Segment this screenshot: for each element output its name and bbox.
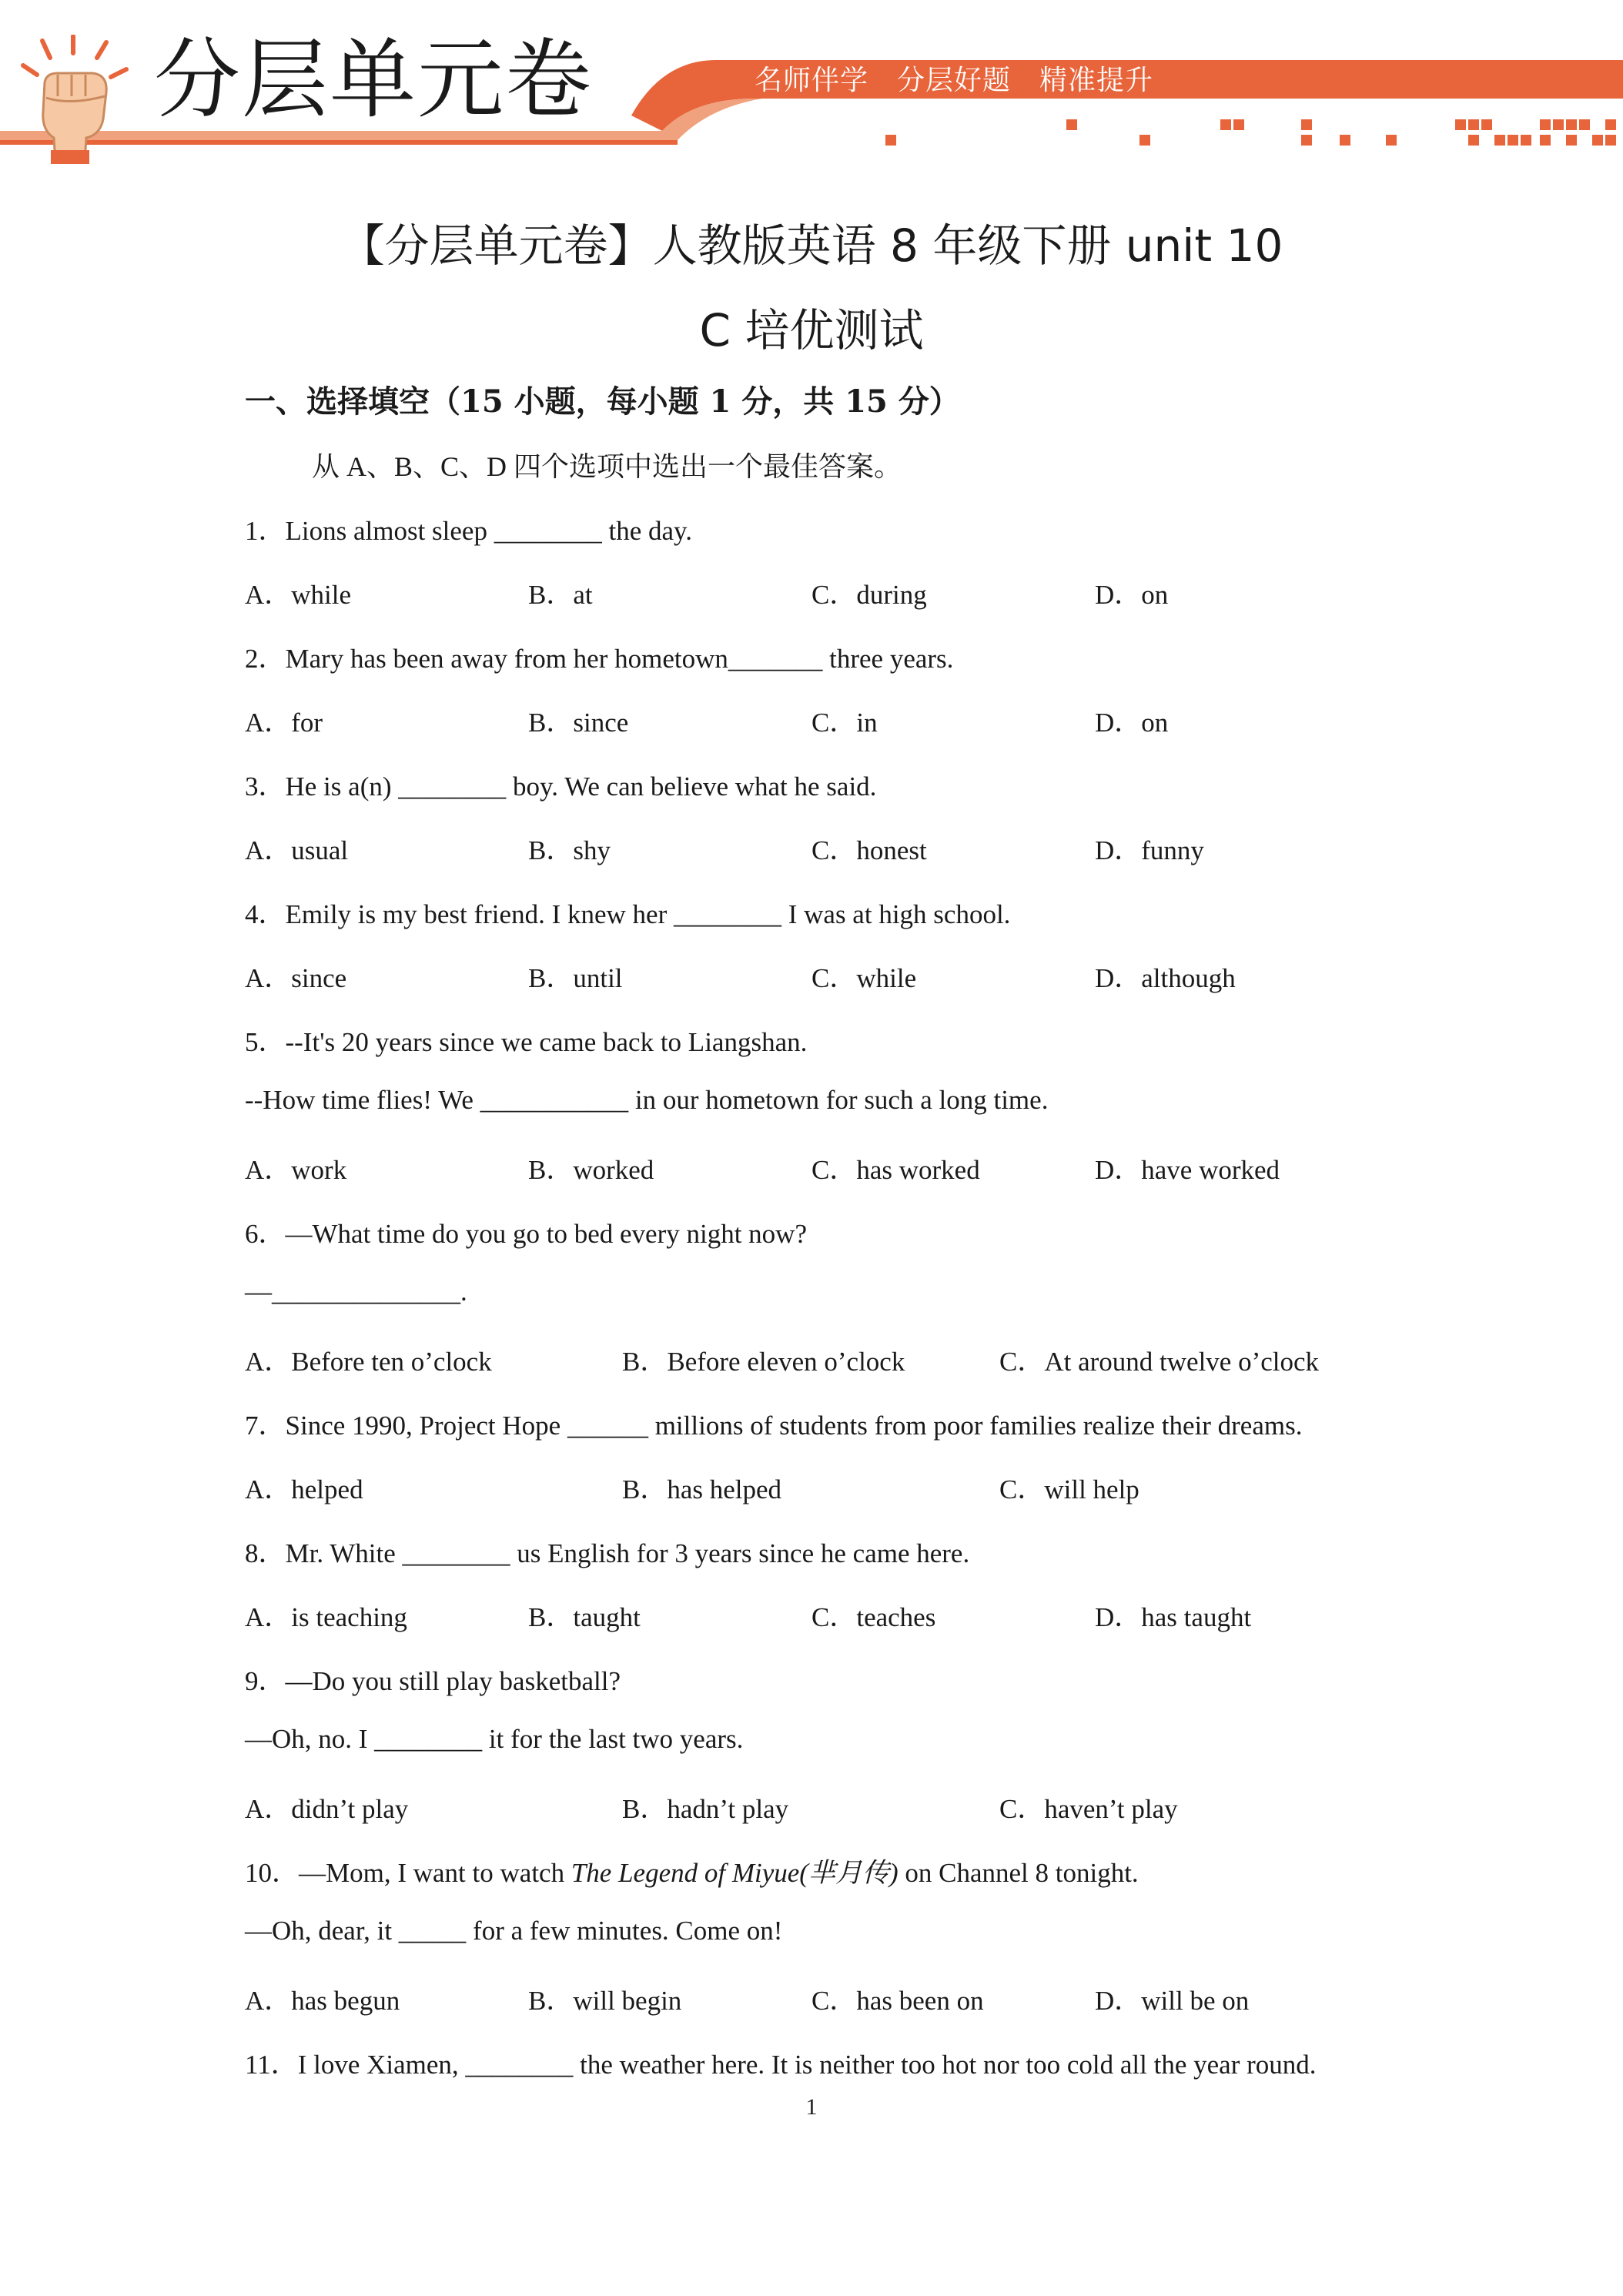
question-stem: 6．—What time do you go to bed every night now? <box>245 1219 807 1249</box>
option-b: B．taught <box>528 1602 641 1632</box>
page-number: 1 <box>805 2094 818 2120</box>
question-stem: 5．--It's 20 years since we came back to Liangshan. <box>245 1027 808 1057</box>
question-stem-continued: —Oh, no. I ________ it for the last two years. <box>245 1724 744 1754</box>
option-c: C．during <box>812 580 927 610</box>
option-a: A．is teaching <box>245 1602 407 1632</box>
option-c: C．honest <box>812 835 927 865</box>
option-b: B．until <box>528 963 623 993</box>
question-stem: 1．Lions almost sleep ________ the day. <box>245 516 692 546</box>
option-d: D．has taught <box>1095 1602 1252 1632</box>
option-c: C．while <box>812 963 917 993</box>
page-header <box>0 0 1623 166</box>
question-stem: 3．He is a(n) ________ boy. We can believe what he said. <box>245 771 877 802</box>
option-a: A．since <box>245 963 347 993</box>
option-c: C．has been on <box>812 1986 984 2016</box>
document-title: 【分层单元卷】人教版英语 8 年级下册 unit 10 <box>340 219 1283 272</box>
option-a: A．didn’t play <box>245 1794 409 1824</box>
question-stem-continued: --How time flies! We ___________ in our hometown for such a long time. <box>245 1085 1049 1115</box>
question-stem: 2．Mary has been away from her hometown_______ three years. <box>245 644 954 674</box>
option-b: B．hadn’t play <box>622 1794 789 1824</box>
option-d: D．funny <box>1095 835 1204 865</box>
stem-text: on Channel 8 tonight. <box>898 1858 1139 1888</box>
option-b: B．shy <box>528 835 611 865</box>
option-b: B．at <box>528 580 593 610</box>
stem-title-italic: The Legend of Miyue(芈月传) <box>571 1858 899 1888</box>
option-a: A．Before ten o’clock <box>245 1347 492 1377</box>
header-slogan: 名师伴学 分层好题 精准提升 <box>755 65 1154 96</box>
question-stem: 9．—Do you still play basketball? <box>245 1666 621 1696</box>
document-subtitle: C 培优测试 <box>699 304 924 356</box>
option-d: D．will be on <box>1095 1986 1250 2016</box>
question-stem-continued: —______________. <box>245 1277 467 1307</box>
option-c: C．At around twelve o’clock <box>999 1347 1320 1377</box>
option-c: C．has worked <box>812 1155 980 1185</box>
option-c: C．haven’t play <box>999 1794 1178 1824</box>
option-d: D．have worked <box>1095 1155 1280 1185</box>
option-a: A．while <box>245 580 352 610</box>
option-a: A．work <box>245 1155 347 1185</box>
brand-title: 分层单元卷 <box>154 30 593 130</box>
option-b: B．Before eleven o’clock <box>622 1347 905 1377</box>
option-b: B．worked <box>528 1155 654 1185</box>
option-c: C．will help <box>999 1474 1139 1504</box>
question-stem: 8．Mr. White ________ us English for 3 years since he came here. <box>245 1538 970 1568</box>
option-b: B．will begin <box>528 1986 682 2016</box>
option-a: A．for <box>245 708 323 738</box>
question-stem: 11．I love Xiamen, ________ the weather here. It is neither too hot nor too cold all the year round. <box>245 2050 1317 2080</box>
section-heading: 一、选择填空（15 小题，每小题 1 分，共 15 分） <box>245 383 960 420</box>
question-stem: 7．Since 1990, Project Hope ______ millions of students from poor families realize their dreams. <box>245 1411 1303 1441</box>
section-instruction: 从 A、B、C、D 四个选项中选出一个最佳答案。 <box>312 451 902 482</box>
question-stem-continued: —Oh, dear, it _____ for a few minutes. Come on! <box>245 1916 783 1946</box>
option-d: D．on <box>1095 708 1169 738</box>
raised-fist-icon <box>15 35 131 166</box>
option-a: A．helped <box>245 1474 363 1504</box>
option-c: C．in <box>812 708 878 738</box>
option-c: C．teaches <box>812 1602 936 1632</box>
question-stem: 4．Emily is my best friend. I knew her ________ I was at high school. <box>245 899 1011 929</box>
option-a: A．has begun <box>245 1986 400 2016</box>
option-d: D．although <box>1095 963 1236 993</box>
option-b: B．has helped <box>622 1474 782 1504</box>
option-b: B．since <box>528 708 629 738</box>
question-stem <box>245 1852 1139 1890</box>
stem-text: 10．—Mom, I want to watch <box>245 1858 571 1888</box>
option-d: D．on <box>1095 580 1169 610</box>
option-a: A．usual <box>245 835 349 865</box>
